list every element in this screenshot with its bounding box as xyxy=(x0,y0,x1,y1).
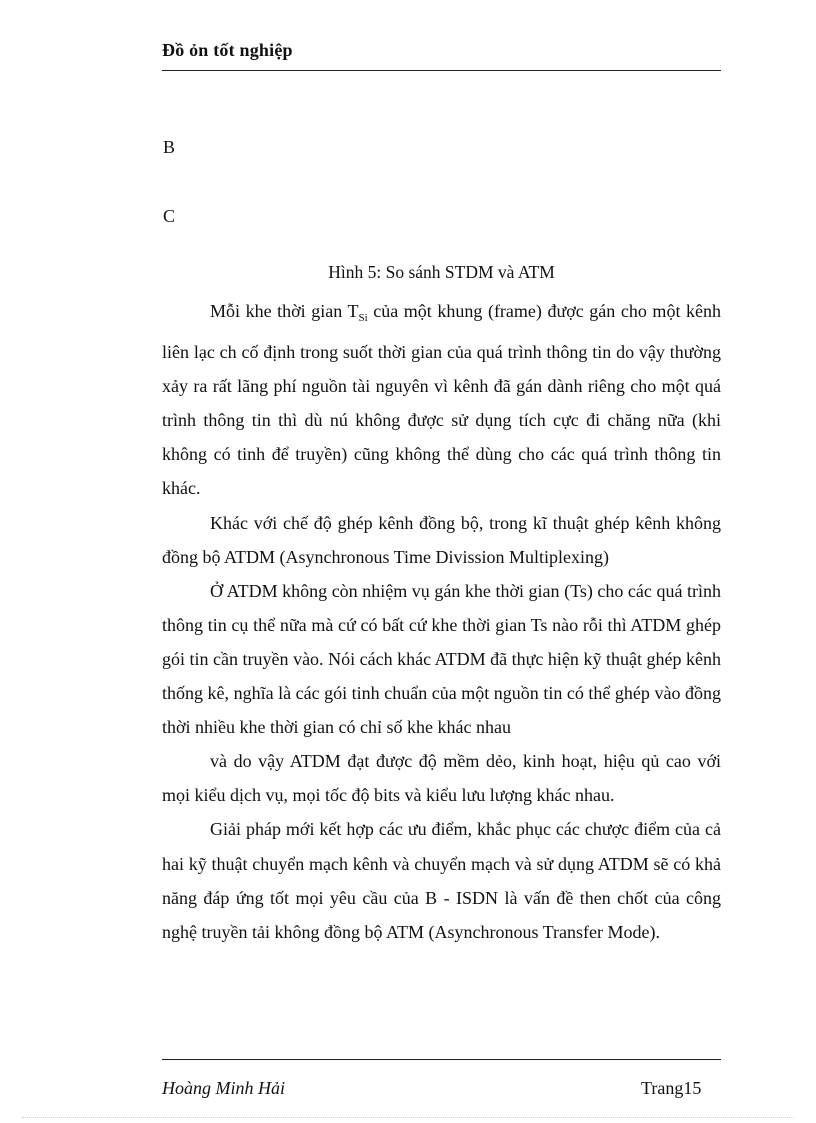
paragraph-1-start: Mỗi khe thời gian T xyxy=(210,301,359,321)
page-number: Trang15 xyxy=(641,1078,702,1098)
body-text xyxy=(162,294,721,949)
paragraph-4: và do vậy ATDM đạt được độ mềm dẻo, kinh hoạt, hiệu qủ cao với mọi kiểu dịch vụ, mọi tốc độ bits và kiểu lưu lượng khác nhau. xyxy=(162,751,721,806)
footer-author: Hoàng Minh Hải xyxy=(162,1078,285,1098)
paragraph-5: Giải pháp mới kết hợp các ưu điểm, khắc phục các chược điểm của cả hai kỹ thuật chuyển mạch kênh và chuyển mạch và sử dụng ATDM sẽ có khả năng đáp ứng tốt mọi yêu cầu của B - ISDN là vấn đề then chốt của công nghệ truyền tải không đồng bộ ATM (Asynchronous Transfer Mode). xyxy=(162,819,721,942)
paragraph-2: Khác với chế độ ghép kênh đồng bộ, trong kĩ thuật ghép kênh không đồng bộ ATDM (Asynchronous Time Divission Multiplexing) xyxy=(162,512,721,567)
header-title: Đồ ỏn tốt nghiệp xyxy=(162,40,293,60)
subscript-si: Si xyxy=(358,312,368,324)
paragraph-3: Ở ATDM không còn nhiệm vụ gán khe thời gian (Ts) cho các quá trình thông tin cụ thể nữa mà cứ có bất cứ khe thời gian Ts nào rỗi thì ATDM ghép gói tin cần truyền vào. Nói cách khác ATDM đã thực hiện kỹ thuật ghép kênh thống kê, nghĩa là các gói tinh chuẩn của một nguồn tin có thể ghép vào đồng thời nhiều khe thời gian có chỉ số khe khác nhau xyxy=(162,580,721,738)
paragraph-1-rest: của một khung (frame) được gán cho một kênh liên lạc ch cố định trong suốt thời gian của quá trình thông tin do vậy thường xảy ra rất lãng phí nguồn tài nguyên vì kênh đã gán dành riêng cho một quá trình thông tin thì dù nú không được sử dụng tích cực đi chăng nữa (khi không có tinh để truyền) cũng không thể dùng cho các quá trình thông tin khác. xyxy=(162,301,722,499)
paragraph-1 xyxy=(162,294,721,506)
header-divider xyxy=(162,70,721,71)
figure-label-c: C xyxy=(163,206,176,226)
footer-divider xyxy=(162,1059,721,1060)
page-bottom-edge xyxy=(22,1117,794,1118)
figure-caption: Hình 5: So sánh STDM và ATM xyxy=(328,262,555,282)
figure-label-b: B xyxy=(163,137,176,157)
